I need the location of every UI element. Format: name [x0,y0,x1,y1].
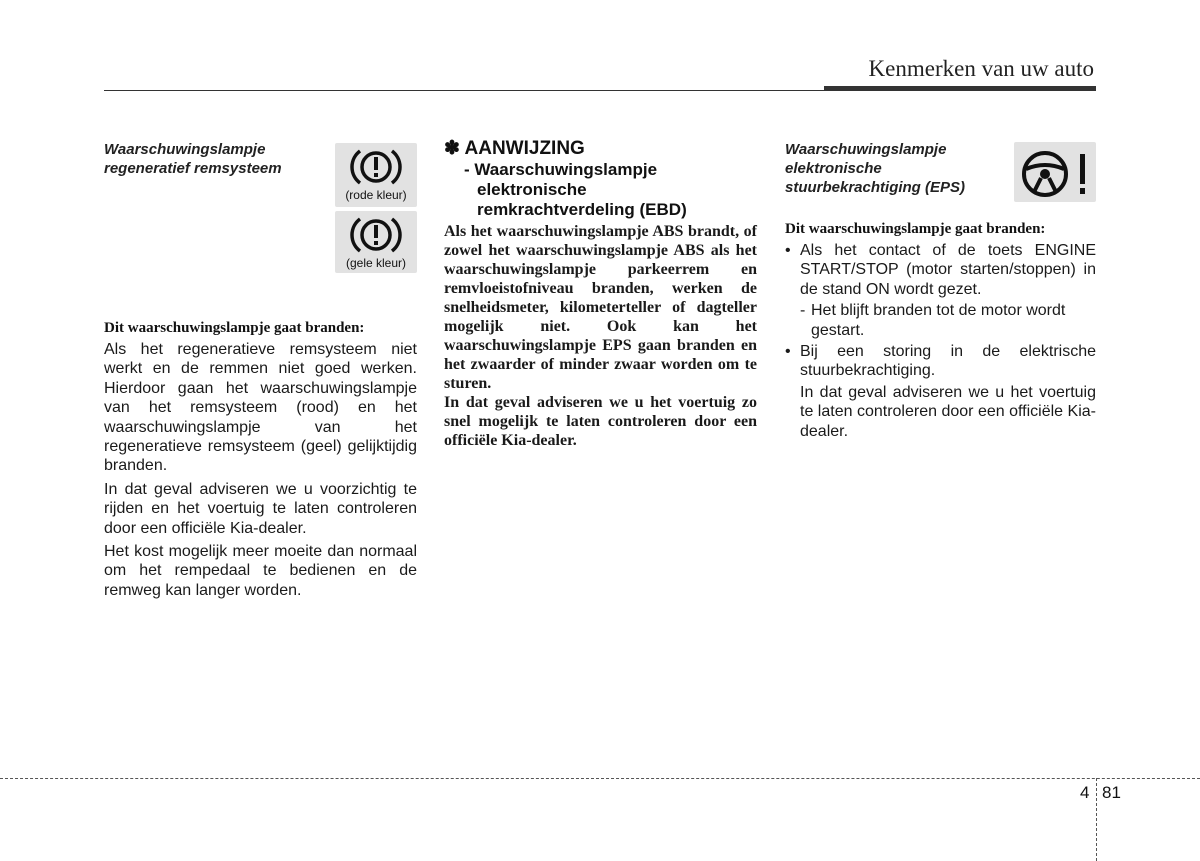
header-rule-accent [824,86,1096,91]
header-rule [104,90,824,91]
right-column [785,138,1096,441]
bullet-dot: • [785,343,791,361]
page-number: 81 [1102,783,1121,802]
bullet-dot: • [785,242,791,259]
footer-divider [0,778,1200,779]
section-title-line: elektronische [785,160,882,177]
list-item-text: Bij een storing in de elektrische stuurbekrachtiging. [800,343,1096,380]
note-subtitle-line: remkrachtverdeling (EBD) [477,200,687,219]
section-title-eps [785,138,1000,197]
note-heading [444,138,757,160]
lamp-red-caption: (rode kleur) [345,188,407,202]
paragraph: In dat geval adviseren we u voorzichtig te rijden en het voertuig te laten controleren door een officiële Kia-dealer. [104,480,417,537]
section-title-line: stuurbekrachtiging (EPS) [785,179,966,196]
lamp-yellow-caption: (gele kleur) [345,256,407,270]
list-item [785,342,1096,381]
note-body: Als het waarschuwingslampje ABS brandt, of zowel het waarschuwingslampje ABS als het waarschuwingslampje parkeerrem en remvloeistofniveau branden, werken de snelheidsmeter, kilometerteller of dagteller mogelijk niet. Ook kan het waarschuwingslampje EPS gaan branden en het zwaarder of minder zwaar worden om te sturen. [444,223,757,392]
lamp-eps-box [1014,142,1096,202]
header-title: Kenmerken van uw auto [868,56,1094,81]
condition-label: Dit waarschuwingslampje gaat branden: [785,221,1046,237]
note-symbol: ✽ [444,138,460,159]
note-subtitle [444,160,757,220]
lamp-red-box [335,143,417,207]
section-title-line: Waarschuwingslampje [785,141,947,158]
section-title-line: regeneratief remsysteem [104,160,282,177]
paragraph: Het kost mogelijk meer moeite dan normaal om het rempedaal te bedienen en de remweg kan langer worden. [104,543,417,599]
paragraph: Als het regeneratieve remsysteem niet werkt en de remmen niet goed werken. Hierdoor gaan het waarschuwingslampje van het remsysteem (rood) en het waarschuwingslampje van het regeneratieve remsysteem (geel) gelijktijdig branden. [104,341,417,475]
section-title-line: Waarschuwingslampje [104,141,266,158]
brake-warning-icon [348,147,404,187]
note-subtitle-line: elektronische [477,180,587,199]
note-subtitle-line: - Waarschuwingslampje [464,160,658,179]
middle-column [444,138,757,450]
list-subitem [785,301,1096,340]
left-column [104,138,417,604]
note-body: In dat geval adviseren we u het voertuig zo snel mogelijk te laten controleren door een officiële Kia-dealer. [444,394,757,449]
list-subitem-text: Het blijft branden tot de motor wordt gestart. [811,302,1066,339]
eps-warning-icon [1017,147,1093,201]
note-title: AANWIJZING [464,138,585,159]
chapter-number: 4 [1080,783,1090,802]
brake-warning-icon [348,215,404,255]
condition-label: Dit waarschuwingslampje gaat branden: [104,320,365,336]
lamp-yellow-box [335,211,417,273]
dash-marker: - [800,302,806,320]
list-item-text: Als het contact of de toets ENGINE START/STOP (motor starten/stoppen) in de stand ON wordt gezet. [800,242,1096,298]
footer-vertical-divider [1096,778,1097,861]
list-item-paragraph: In dat geval adviseren we u het voertuig te laten controleren door een officiële Kia-dealer. [800,383,1096,440]
list-item [785,241,1096,299]
